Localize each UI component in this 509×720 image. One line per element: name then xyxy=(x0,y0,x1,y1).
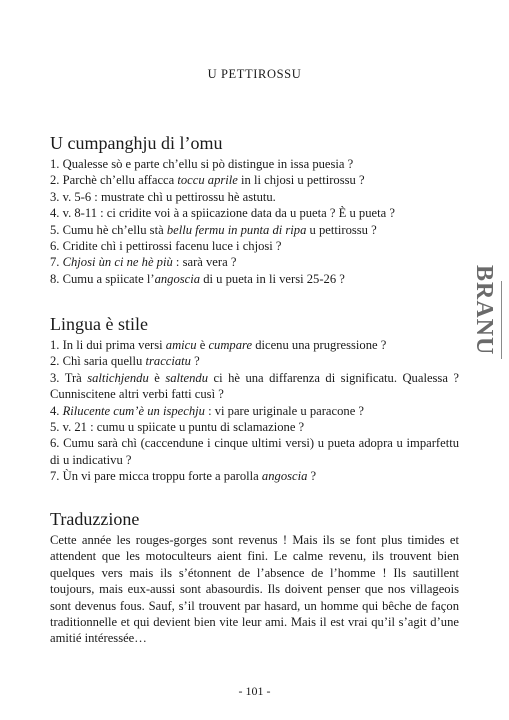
question-list xyxy=(50,156,459,287)
question-item: 5. v. 21 : cumu u spiicate u puntu di sclamazione ? xyxy=(50,420,305,435)
side-tab xyxy=(470,265,506,356)
section-cumpanghju xyxy=(50,132,459,287)
section-heading: Lingua è stile xyxy=(50,314,148,334)
question-item: 8. Cumu a spiicate l’angoscia di u pueta in li versi 25-26 ? xyxy=(50,271,345,286)
translation-text: Cette année les rouges-gorges sont revenus ! Mais ils se font plus timides et attendent que les motoculteurs aient fini. Le calme revenu, ils trouvent bien quelques vers mais ils s’étonnent de l’absence de l’homme ! Ils sautillent toujours, mais eux-aussi sont abasourdis. Ils doivent penser que nos villageois sont devenus fous. Sauf, s’il trouvent par hasard, un homme qui bêche de façon traditionnelle et qui devient bien vite leur ami. Mais il est vrai qu’il s’agit d’une amitié intéressée… xyxy=(50,533,459,646)
page-number: - 101 - xyxy=(238,684,271,698)
side-tab-rule xyxy=(501,281,502,359)
question-item: 6. Cumu sarà chì (caccendune i cinque ultimi versi) u pueta adopra u imparfettu di u indicativu ? xyxy=(50,436,459,467)
section-heading: Traduzzione xyxy=(50,509,140,529)
section-heading: U cumpanghju di l’omu xyxy=(50,133,223,153)
question-item: 3. v. 5-6 : mustrate chì u pettirossu hè astutu. xyxy=(50,189,276,204)
side-tab-label: BRANU xyxy=(471,265,497,356)
question-item: 3. Trà saltichjendu è saltendu ci hè una diffarenza di significatu. Qualessa ? Cunniscitene altri verbi fatti cusì ? xyxy=(50,370,459,402)
question-item: 4. v. 8-11 : ci cridite voi à a spiicazione data da u pueta ? È u pueta ? xyxy=(50,206,395,221)
question-list xyxy=(50,337,459,485)
question-item: 6. Cridite chì i pettirossi facenu luce i chjosi ? xyxy=(50,239,282,254)
question-item: 5. Cumu hè ch’ellu stà bellu fermu in punta di ripa u pettirossu ? xyxy=(50,222,377,237)
question-item: 7. Chjosi ùn ci ne hè più : sarà vera ? xyxy=(50,255,237,270)
question-item: 7. Ùn vi pare micca troppu forte a parolla angoscia ? xyxy=(50,469,317,484)
question-item: 1. Qualesse sò e parte ch’ellu si pò distingue in issa puesia ? xyxy=(50,157,354,171)
question-item: 2. Parchè ch’ellu affacca toccu aprile in li chjosi u pettirossu ? xyxy=(50,173,365,188)
section-traduzzione xyxy=(50,508,459,647)
question-item: 2. Chì saria quellu tracciatu ? xyxy=(50,354,200,369)
section-lingua-e-stile xyxy=(50,313,459,485)
question-item: 4. Rilucente cum’è un ispechju : vi pare uriginale u paracone ? xyxy=(50,403,365,418)
page-title: U PETTIROSSU xyxy=(207,67,302,81)
question-item: 1. In li dui prima versi amicu è cumpare dicenu una prugressione ? xyxy=(50,338,387,352)
